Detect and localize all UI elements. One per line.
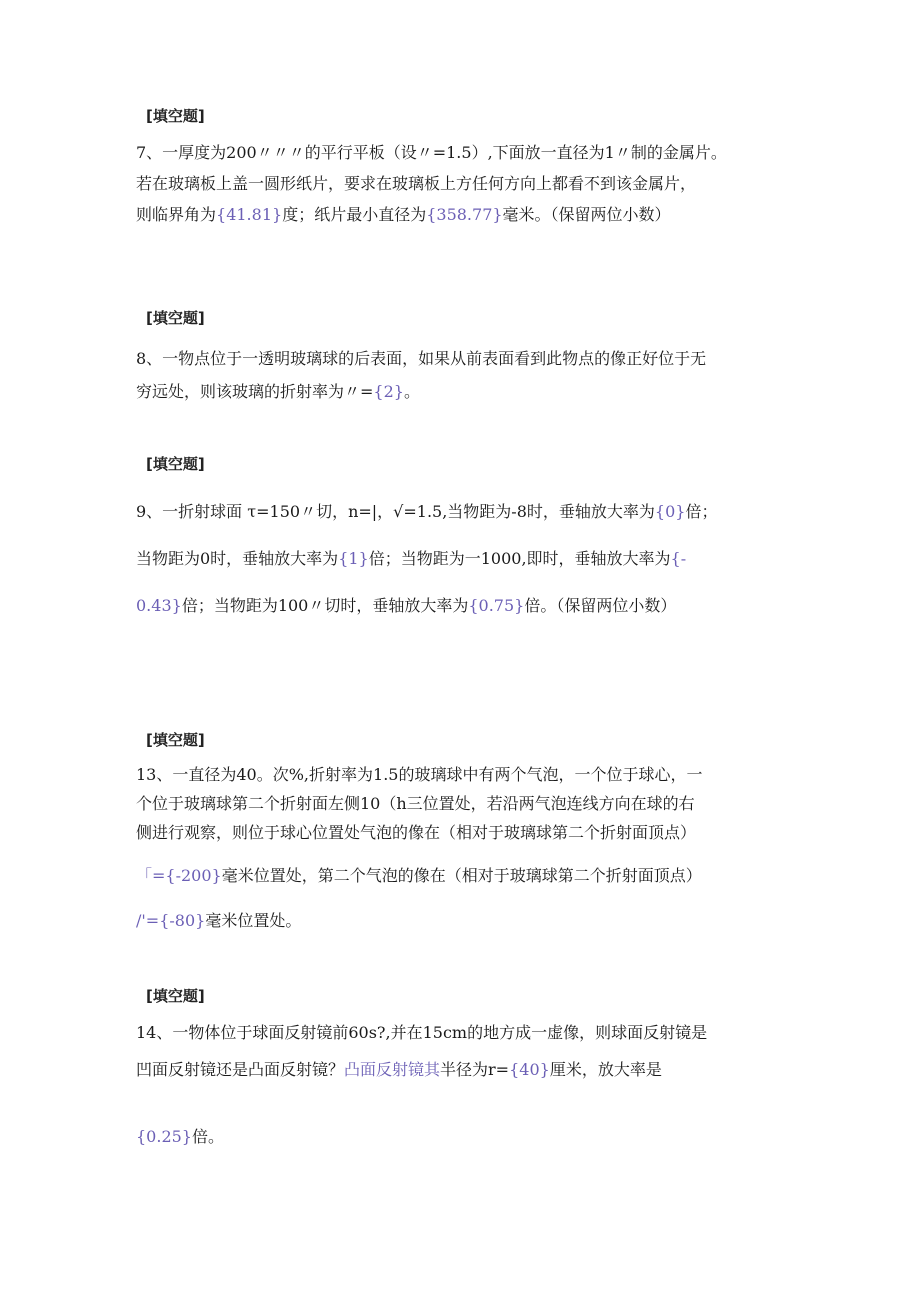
question-text: 当物距为0时，垂轴放大率为{1}倍；当物距为一1000,即时，垂轴放大率为{- (136, 549, 687, 568)
question-text: 凹面反射镜还是凸面反射镜？凸面反射镜其半径为r={40}厘米，放大率是 (136, 1060, 662, 1079)
question-text: 若在玻璃板上盖一圆形纸片，要求在玻璃板上方任何方向上都看不到该金属片， (136, 174, 697, 193)
answer-blank[interactable]: {0} (654, 502, 686, 521)
answer-blank[interactable]: 「={-200} (136, 866, 222, 885)
question-text: 个位于玻璃球第二个折射面左侧10（h三位置处，若沿两气泡连线方向在球的右 (136, 794, 695, 813)
question-9 (136, 454, 816, 616)
question-text: 穷远处，则该玻璃的折射率为〃={2}。 (136, 382, 420, 401)
question-type-tag: [填空题] (146, 987, 205, 1005)
question-type-tag: [填空题] (146, 455, 205, 473)
question-text: 8、一物点位于一透明玻璃球的后表面，如果从前表面看到此物点的像正好位于无 (136, 349, 707, 368)
question-text: 「={-200}毫米位置处，第二个气泡的像在（相对于玻璃球第二个折射面顶点） (136, 866, 702, 885)
answer-blank[interactable]: {41.81} (216, 205, 283, 224)
question-text: 14、一物体位于球面反射镜前60s?,并在15cm的地方成一虚像，则球面反射镜是 (136, 1023, 708, 1042)
question-8 (136, 308, 816, 402)
question-type-tag: [填空题] (146, 107, 205, 125)
question-text: {0.25}倍。 (136, 1127, 224, 1146)
answer-blank[interactable]: {2} (373, 382, 404, 401)
answer-blank[interactable]: {1} (338, 549, 369, 568)
answer-blank[interactable]: {- (670, 549, 687, 568)
answer-blank[interactable]: {0.75} (468, 596, 525, 615)
question-type-tag: [填空题] (146, 309, 205, 327)
question-text: 13、一直径为40。次%,折射率为1.5的玻璃球中有两个气泡，一个位于球心，一 (136, 765, 703, 784)
question-text: 7、一厚度为200〃〃〃的平行平板（设〃=1.5）,下面放一直径为1〃制的金属片。 (136, 143, 727, 162)
question-text: 9、一折射球面 τ=150〃切，n=|，√=1.5,当物距为-8时，垂轴放大率为{0}倍； (136, 502, 718, 521)
answer-blank[interactable]: 0.43} (136, 596, 182, 615)
question-text: 侧进行观察，则位于球心位置处气泡的像在（相对于玻璃球第二个折射面顶点） (136, 823, 697, 842)
question-text: 则临界角为{41.81}度；纸片最小直径为{358.77}毫米。（保留两位小数） (136, 205, 671, 224)
answer-blank[interactable]: /'={-80} (136, 911, 206, 930)
question-7 (136, 106, 816, 225)
question-14 (136, 986, 816, 1147)
answer-blank[interactable]: 凸面反射镜其 (344, 1060, 441, 1079)
question-text: /'={-80}毫米位置处。 (136, 911, 302, 930)
answer-blank[interactable]: {358.77} (426, 205, 503, 224)
question-text: 0.43}倍；当物距为100〃切时，垂轴放大率为{0.75}倍。（保留两位小数） (136, 596, 677, 615)
answer-blank[interactable]: {0.25} (136, 1127, 192, 1146)
question-type-tag: [填空题] (146, 731, 205, 749)
question-13 (136, 730, 816, 931)
answer-blank[interactable]: {40} (509, 1060, 550, 1079)
